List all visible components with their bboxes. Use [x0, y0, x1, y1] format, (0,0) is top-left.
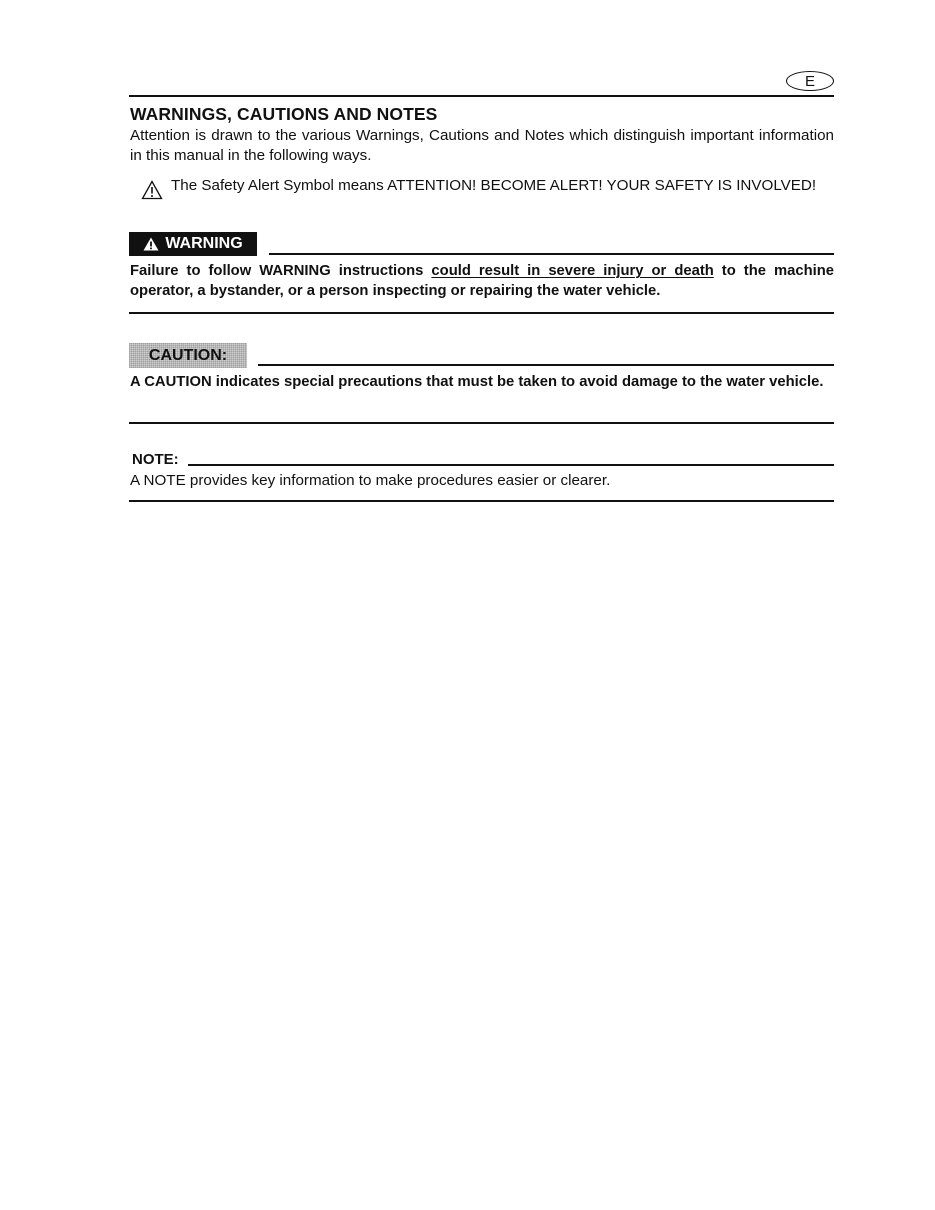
note-label: NOTE: [132, 451, 179, 468]
warning-body-end: to the machine operator, a bystander, or a person inspecting or repairing the water vehicle. [130, 263, 834, 299]
caution-label [129, 343, 247, 368]
safety-alert-text: The Safety Alert Symbol means ATTENTION! BECOME ALERT! YOUR SAFETY IS INVOLVED! [171, 177, 817, 194]
language-badge-text: E [804, 72, 815, 90]
note-body: A NOTE provides key information to make procedures easier or clearer. [130, 472, 611, 489]
warning-label [129, 232, 257, 256]
safety-alert-triangle-icon [141, 180, 163, 200]
warning-body-emphasis: could result in severe injury or death [431, 263, 714, 279]
warning-header-rule [269, 253, 834, 255]
note-footer-rule [129, 500, 834, 502]
header-rule [129, 95, 834, 97]
warning-body [130, 261, 834, 301]
language-badge [786, 71, 834, 91]
caution-label-text: CAUTION: [148, 346, 228, 364]
warning-footer-rule [129, 312, 834, 314]
caution-footer-rule [129, 422, 834, 424]
warning-body-start: Failure to follow WARNING instructions [130, 263, 432, 279]
warning-triangle-icon [143, 237, 159, 251]
caution-header-rule [258, 364, 834, 366]
warning-label-text: WARNING [165, 235, 243, 252]
section-title: WARNINGS, CAUTIONS AND NOTES [130, 104, 438, 124]
section-intro: Attention is drawn to the various Warnings, Cautions and Notes which distinguish important information in this manual in the following ways. [130, 127, 834, 164]
caution-body: A CAUTION indicates special precautions that must be taken to avoid damage to the water vehicle. [130, 374, 824, 390]
note-header-rule [188, 464, 834, 466]
